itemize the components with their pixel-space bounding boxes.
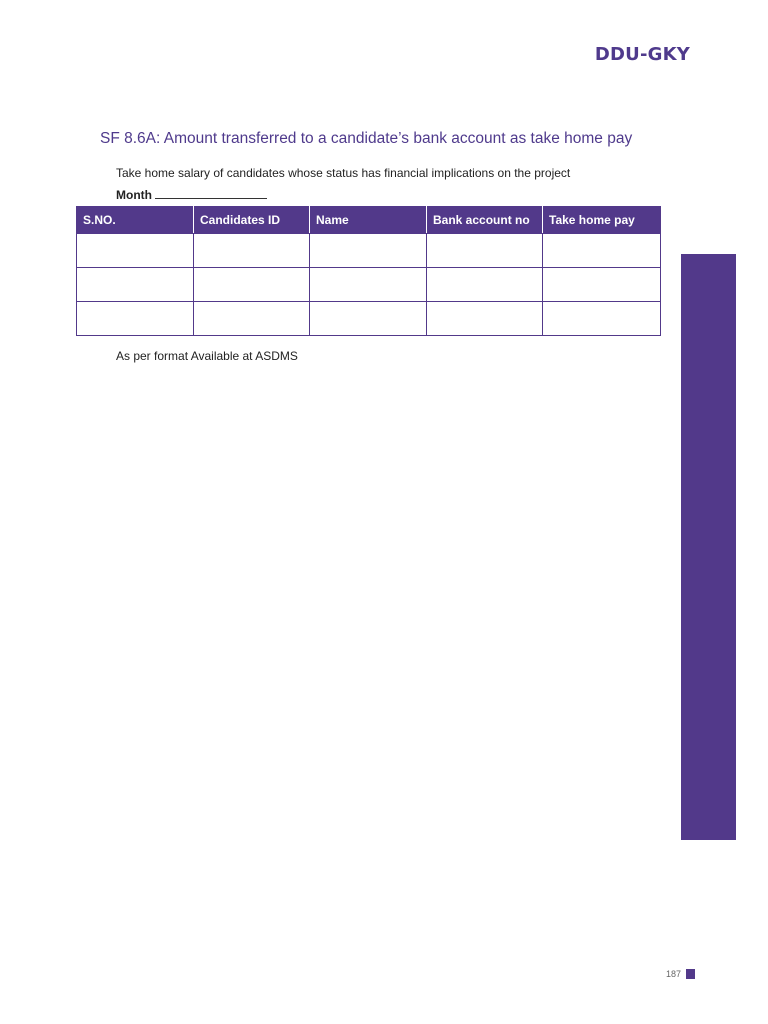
- column-header-take-home-pay: Take home pay: [543, 207, 661, 234]
- month-label: Month: [116, 188, 152, 202]
- table-cell: [194, 234, 310, 268]
- table-cell: [77, 302, 194, 336]
- intro-text: Take home salary of candidates whose status has financial implications on the project: [116, 166, 571, 180]
- table-cell: [77, 234, 194, 268]
- column-header-bank-account: Bank account no: [427, 207, 543, 234]
- table-cell: [310, 302, 427, 336]
- table-cell: [427, 302, 543, 336]
- table-cell: [310, 268, 427, 302]
- page-footer: [666, 969, 695, 979]
- column-header-candidates-id: Candidates ID: [194, 207, 310, 234]
- column-header-sno: S.NO.: [77, 207, 194, 234]
- page-marker-square: [686, 969, 695, 979]
- month-field: [116, 188, 267, 202]
- section-title: SF 8.6A: Amount transferred to a candidate’s bank account as take home pay: [100, 130, 633, 147]
- table-header-row: [77, 207, 661, 234]
- column-header-name: Name: [310, 207, 427, 234]
- table-cell: [194, 268, 310, 302]
- month-blank-line: [155, 188, 267, 199]
- table-cell: [543, 234, 661, 268]
- take-home-pay-table: [76, 206, 661, 336]
- table-row: [77, 234, 661, 268]
- page-number: 187: [666, 969, 682, 979]
- format-note: As per format Available at ASDMS: [116, 349, 298, 363]
- side-color-band: [681, 254, 736, 840]
- table-cell: [543, 302, 661, 336]
- table-cell: [310, 234, 427, 268]
- table-cell: [427, 234, 543, 268]
- table-cell: [77, 268, 194, 302]
- table-row: [77, 302, 661, 336]
- table-cell: [427, 268, 543, 302]
- table-row: [77, 268, 661, 302]
- table-cell: [194, 302, 310, 336]
- ddu-gky-logo: DDU-GKY: [594, 44, 690, 65]
- table-cell: [543, 268, 661, 302]
